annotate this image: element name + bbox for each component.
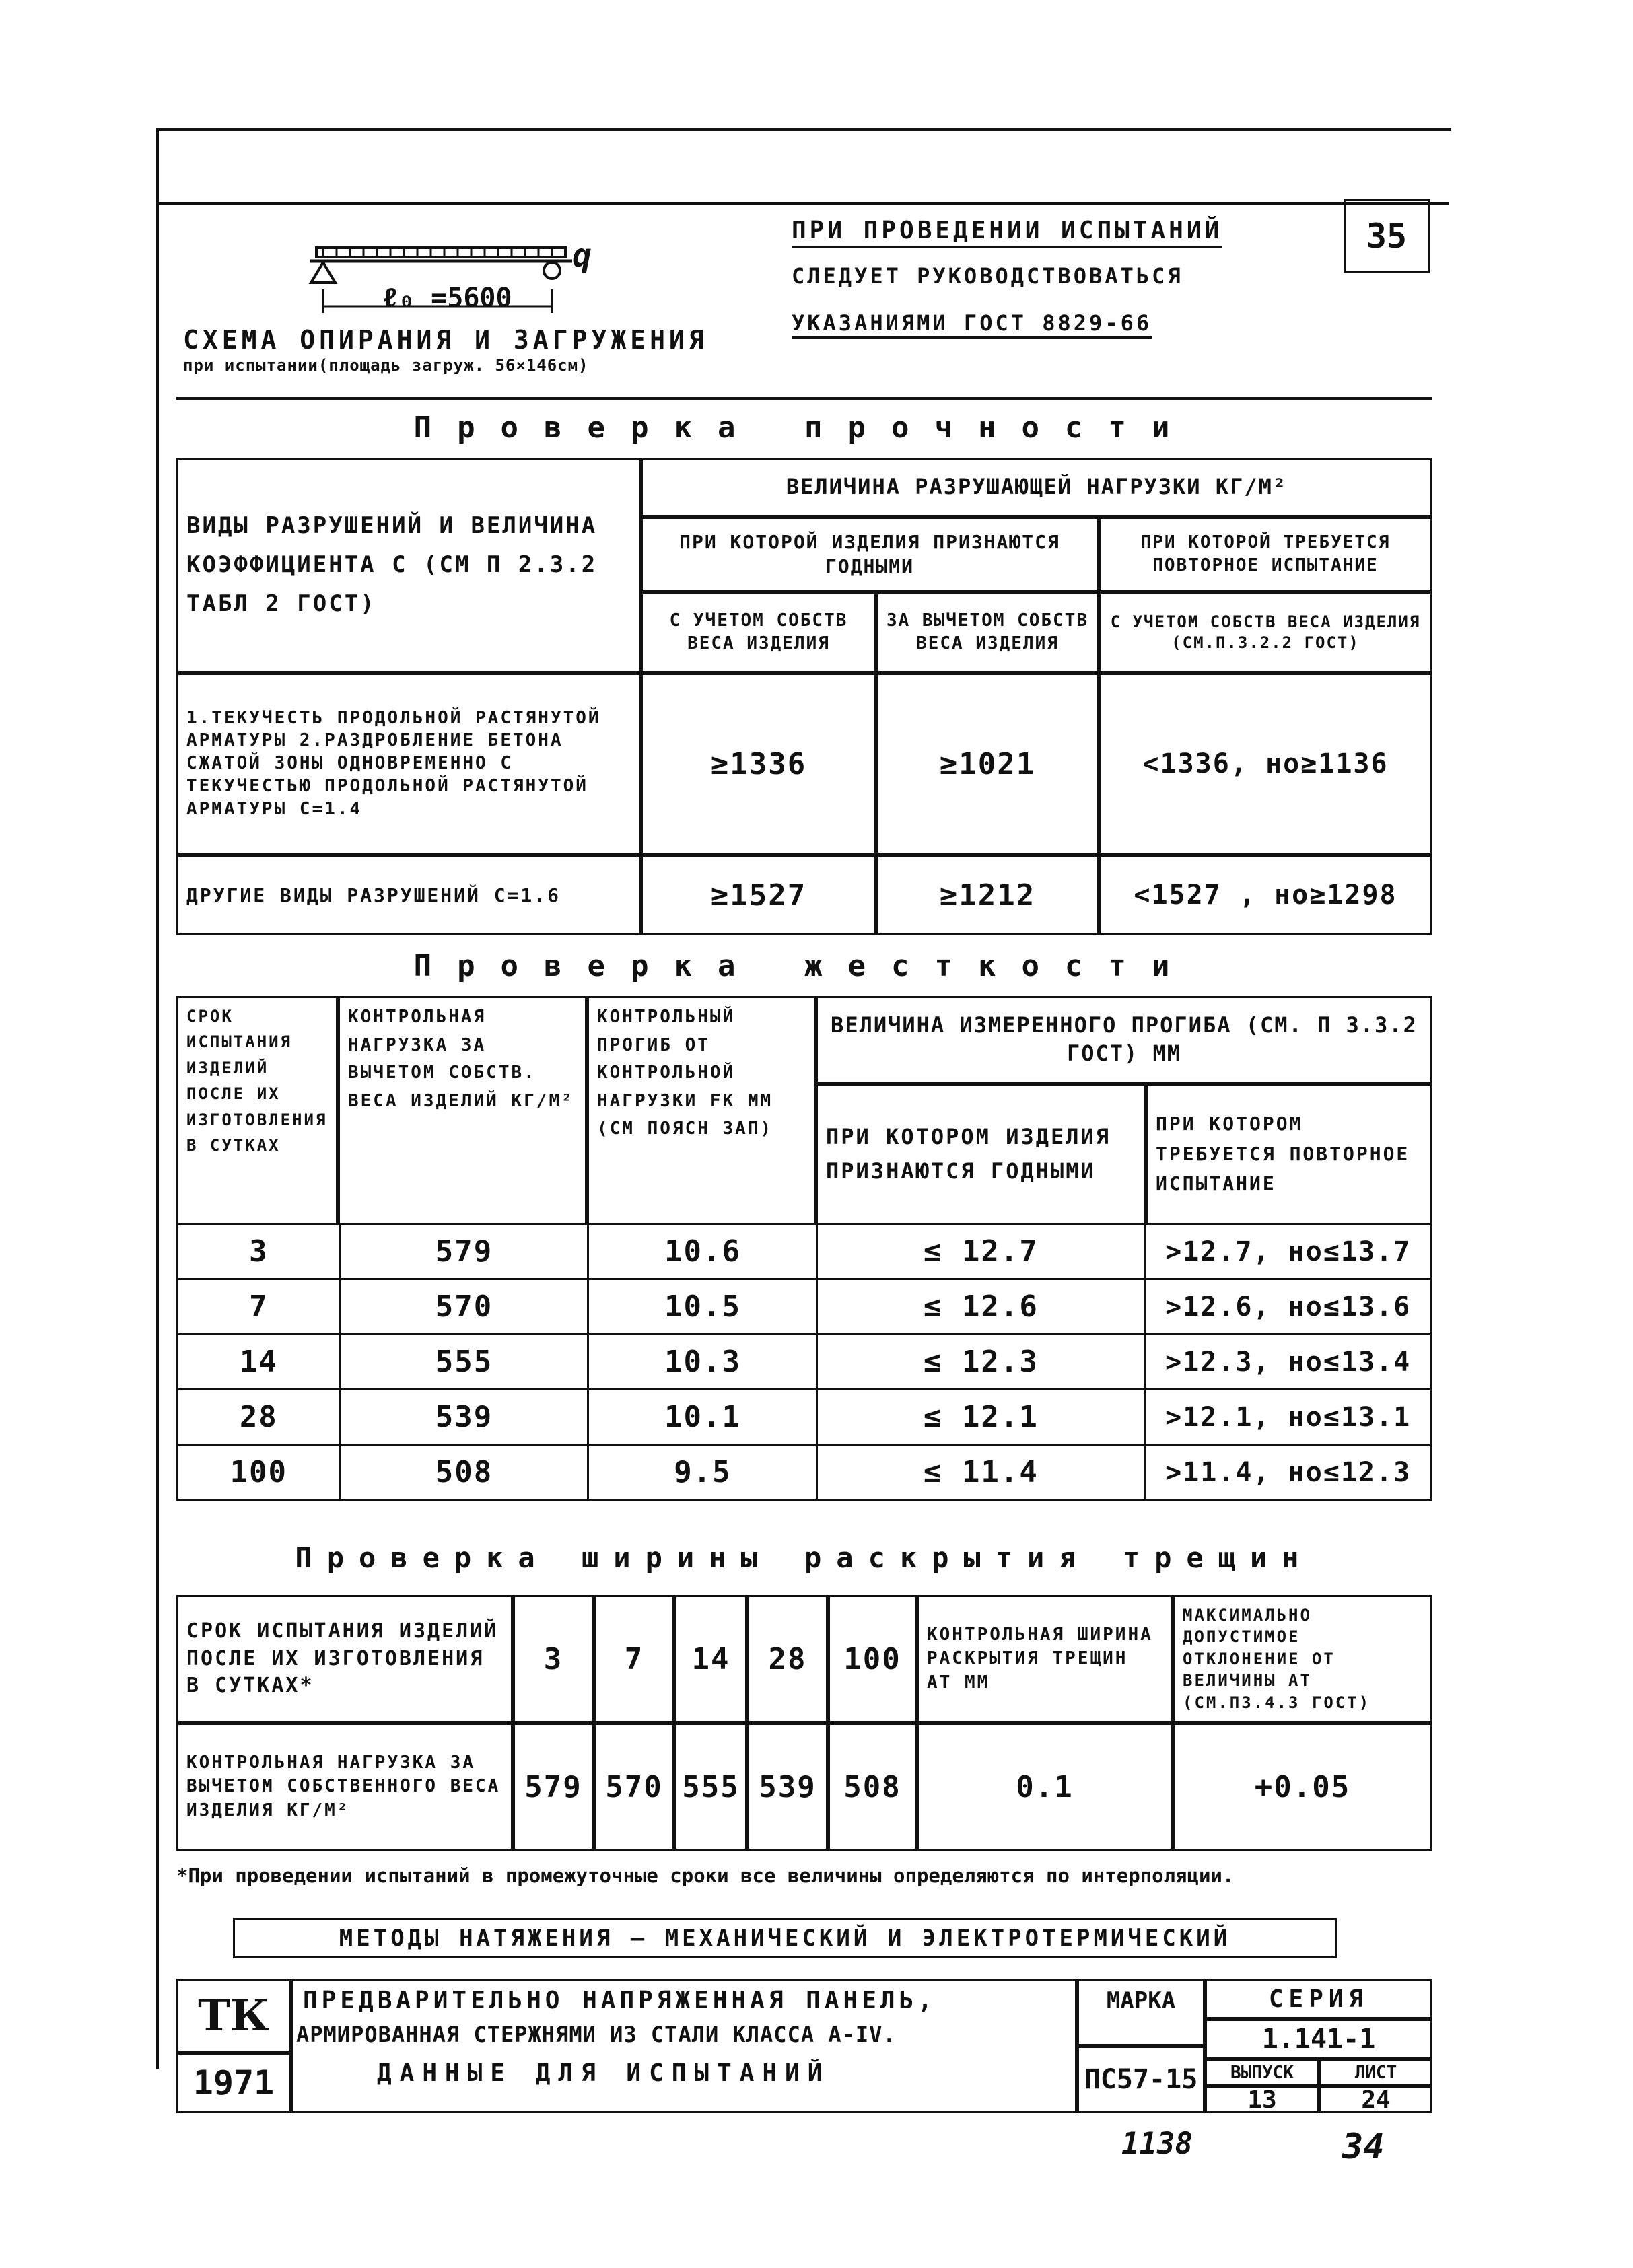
- footnote: *При проведении испытаний в промежуточные сроки все величины определяются по интерполяции.: [176, 1864, 1235, 1887]
- stiffness-fk: 10.6: [588, 1224, 817, 1279]
- stamp-mark-value: ПС57-15: [1077, 2046, 1205, 2113]
- crack-day-100: 100: [828, 1595, 917, 1723]
- beam-span-label: ℓ₀ =5600: [382, 283, 512, 314]
- strength-title: Проверка прочности: [413, 411, 1195, 445]
- crack-load-label: КОНТРОЛЬНАЯ НАГРУЗКА ЗА ВЫЧЕТОМ СОБСТВЕННОГО ВЕСА ИЗДЕЛИЯ КГ/М²: [176, 1723, 513, 1851]
- header-top-line: [156, 202, 1449, 205]
- strength-row-1-retest: <1336, но≥1136: [1099, 673, 1432, 855]
- handwritten-number-left: 1138: [1121, 2127, 1193, 2161]
- stiffness-days: 28: [178, 1390, 341, 1445]
- test-note-1: ПРИ ПРОВЕДЕНИИ ИСПЫТАНИЙ: [792, 215, 1222, 248]
- stamp-sheet-value: 24: [1319, 2086, 1432, 2113]
- handwritten-number-right: 34: [1342, 2127, 1385, 2167]
- stiffness-retest: >12.6, но≤13.6: [1145, 1279, 1432, 1335]
- stamp-series-value: 1.141-1: [1205, 2019, 1432, 2059]
- stiffness-accepted: ≤ 12.7: [817, 1224, 1145, 1279]
- stamp-org: ТК: [176, 1979, 291, 2053]
- stiffness-fk: 10.1: [588, 1390, 817, 1445]
- strength-accepted-head: ПРИ КОТОРОЙ ИЗДЕЛИЯ ПРИЗНАЮТСЯ ГОДНЫМИ: [641, 517, 1099, 592]
- test-note-2: СЛЕДУЕТ РУКОВОДСТВОВАТЬСЯ: [792, 263, 1183, 289]
- stamp-sheet-label: ЛИСТ: [1319, 2059, 1432, 2086]
- stiffness-title: Проверка жесткости: [413, 949, 1195, 983]
- strength-without-weight-head: ЗА ВЫЧЕТОМ СОБСТВ ВЕСА ИЗДЕЛИЯ: [876, 592, 1099, 673]
- crack-day-14: 14: [674, 1595, 747, 1723]
- stiffness-load: 555: [340, 1335, 588, 1390]
- stiffness-retest: >12.3, но≤13.4: [1145, 1335, 1432, 1390]
- stamp-issue-label: ВЫПУСК: [1205, 2059, 1319, 2086]
- crack-width-head: КОНТРОЛЬНАЯ ШИРИНА РАСКРЫТИЯ ТРЕЩИН AТ ММ: [917, 1595, 1173, 1723]
- beam-load-label: q: [572, 237, 592, 275]
- crack-load-100: 508: [828, 1723, 917, 1851]
- table-row: [178, 1224, 1432, 1279]
- strength-load-head: ВЕЛИЧИНА РАЗРУШАЮЩЕЙ НАГРУЗКИ КГ/М²: [641, 458, 1432, 517]
- strength-row-2-type: ДРУГИЕ ВИДЫ РАЗРУШЕНИЙ С=1.6: [176, 855, 641, 935]
- stiffness-retest: >12.1, но≤13.1: [1145, 1390, 1432, 1445]
- stiffness-fk: 10.5: [588, 1279, 817, 1335]
- stamp-title-line-1: ПРЕДВАРИТЕЛЬНО НАПРЯЖЕННАЯ ПАНЕЛЬ,: [303, 1987, 936, 2014]
- test-note-3: УКАЗАНИЯМИ ГОСТ 8829-66: [792, 310, 1152, 339]
- crack-day-28: 28: [747, 1595, 828, 1723]
- stiffness-col-fk-head: КОНТРОЛЬНЫЙ ПРОГИБ ОТ КОНТРОЛЬНОЙ НАГРУЗКИ FК ММ (СМ ПОЯСН ЗАП): [587, 996, 816, 1225]
- stiffness-fk: 10.3: [588, 1335, 817, 1390]
- strength-retest-sub-head: С УЧЕТОМ СОБСТВ ВЕСА ИЗДЕЛИЯ (СМ.П.3.2.2 ГОСТ): [1099, 592, 1432, 673]
- strength-row-1-without: ≥1021: [876, 673, 1099, 855]
- crack-days-label: СРОК ИСПЫТАНИЯ ИЗДЕЛИЙ ПОСЛЕ ИХ ИЗГОТОВЛЕНИЯ В СУТКАХ*: [176, 1595, 513, 1723]
- stamp-title-line-3: ДАННЫЕ ДЛЯ ИСПЫТАНИЙ: [377, 2059, 831, 2087]
- stiffness-load: 539: [340, 1390, 588, 1445]
- table-row: [178, 1279, 1432, 1335]
- stiffness-accepted: ≤ 11.4: [817, 1445, 1145, 1500]
- stiffness-retest: >11.4, но≤12.3: [1145, 1445, 1432, 1500]
- stiffness-fk: 9.5: [588, 1445, 817, 1500]
- strength-row-1-type: 1.ТЕКУЧЕСТЬ ПРОДОЛЬНОЙ РАСТЯНУТОЙ АРМАТУРЫ 2.РАЗДРОБЛЕНИЕ БЕТОНА СЖАТОЙ ЗОНЫ ОДНОВРЕМЕННО С ТЕКУЧЕСТЬЮ ПРОДОЛЬНОЙ РАСТЯНУТОЙ АРМАТУРЫ С=1.4: [176, 673, 641, 855]
- crack-load-3: 579: [513, 1723, 594, 1851]
- strength-frame-top: [176, 397, 1432, 400]
- crack-width-value: 0.1: [917, 1723, 1173, 1851]
- strength-retest-head: ПРИ КОТОРОЙ ТРЕБУЕТСЯ ПОВТОРНОЕ ИСПЫТАНИЕ: [1099, 517, 1432, 592]
- crack-deviation-head: МАКСИМАЛЬНО ДОПУСТИМОЕ ОТКЛОНЕНИЕ ОТ ВЕЛИЧИНЫ AТ (СМ.П3.4.3 ГОСТ): [1173, 1595, 1432, 1723]
- stiffness-load: 579: [340, 1224, 588, 1279]
- strength-row-2-without: ≥1212: [876, 855, 1099, 935]
- stiffness-days: 100: [178, 1445, 341, 1500]
- crack-load-14: 555: [674, 1723, 747, 1851]
- stiffness-days: 14: [178, 1335, 341, 1390]
- stiffness-load: 508: [340, 1445, 588, 1500]
- stamp-mark-label: МАРКА: [1077, 1979, 1205, 2046]
- table-row: [178, 1390, 1432, 1445]
- stiffness-accepted: ≤ 12.3: [817, 1335, 1145, 1390]
- crack-day-7: 7: [594, 1595, 674, 1723]
- stamp-title-line-2: АРМИРОВАННАЯ СТЕРЖНЯМИ ИЗ СТАЛИ КЛАССА А-IV.: [296, 2022, 897, 2047]
- stiffness-retest: >12.7, но≤13.7: [1145, 1224, 1432, 1279]
- strength-row-2-with: ≥1527: [641, 855, 876, 935]
- stiffness-table: [176, 1223, 1432, 1501]
- stiffness-retest-head: ПРИ КОТОРОМ ТРЕБУЕТСЯ ПОВТОРНОЕ ИСПЫТАНИЕ: [1146, 1084, 1432, 1225]
- crack-day-3: 3: [513, 1595, 594, 1723]
- stiffness-load: 570: [340, 1279, 588, 1335]
- strength-row-2-retest: <1527 , но≥1298: [1099, 855, 1432, 935]
- table-row: [178, 1445, 1432, 1500]
- crack-load-7: 570: [594, 1723, 674, 1851]
- crack-deviation-value: +0.05: [1173, 1723, 1432, 1851]
- strength-row-1-with: ≥1336: [641, 673, 876, 855]
- stiffness-accepted: ≤ 12.1: [817, 1390, 1145, 1445]
- strength-with-weight-head: С УЧЕТОМ СОБСТВ ВЕСА ИЗДЕЛИЯ: [641, 592, 876, 673]
- stiffness-accepted: ≤ 12.6: [817, 1279, 1145, 1335]
- table-row: [178, 1335, 1432, 1390]
- tension-methods: МЕТОДЫ НАТЯЖЕНИЯ — МЕХАНИЧЕСКИЙ И ЭЛЕКТРОТЕРМИЧЕСКИЙ: [233, 1918, 1337, 1958]
- stiffness-days: 3: [178, 1224, 341, 1279]
- stiffness-col-days-head: СРОК ИСПЫТАНИЯ ИЗДЕЛИЙ ПОСЛЕ ИХ ИЗГОТОВЛЕНИЯ В СУТКАХ: [176, 996, 338, 1225]
- stamp-series-label: СЕРИЯ: [1205, 1979, 1432, 2019]
- page-number-box: 35: [1344, 199, 1430, 273]
- stiffness-measured-head: ВЕЛИЧИНА ИЗМЕРЕННОГО ПРОГИБА (СМ. П 3.3.2 ГОСТ) ММ: [816, 996, 1432, 1084]
- stiffness-days: 7: [178, 1279, 341, 1335]
- strength-col-type-head: ВИДЫ РАЗРУШЕНИЙ И ВЕЛИЧИНА КОЭФФИЦИЕНТА С (СМ П 2.3.2 ТАБЛ 2 ГОСТ): [176, 458, 641, 673]
- stiffness-col-load-head: КОНТРОЛЬНАЯ НАГРУЗКА ЗА ВЫЧЕТОМ СОБСТВ. ВЕСА ИЗДЕЛИЙ КГ/М²: [338, 996, 587, 1225]
- scheme-title: СХЕМА ОПИРАНИЯ И ЗАГРУЖЕНИЯ: [183, 325, 708, 355]
- stamp-year: 1971: [176, 2053, 291, 2113]
- stiffness-accepted-head: ПРИ КОТОРОМ ИЗДЕЛИЯ ПРИЗНАЮТСЯ ГОДНЫМИ: [816, 1084, 1146, 1225]
- scheme-subtitle: при испытании(площадь загруж. 56×146см): [183, 356, 589, 375]
- stamp-issue-value: 13: [1205, 2086, 1319, 2113]
- crack-load-28: 539: [747, 1723, 828, 1851]
- crack-title: Проверка ширины раскрытия трещин: [295, 1541, 1314, 1574]
